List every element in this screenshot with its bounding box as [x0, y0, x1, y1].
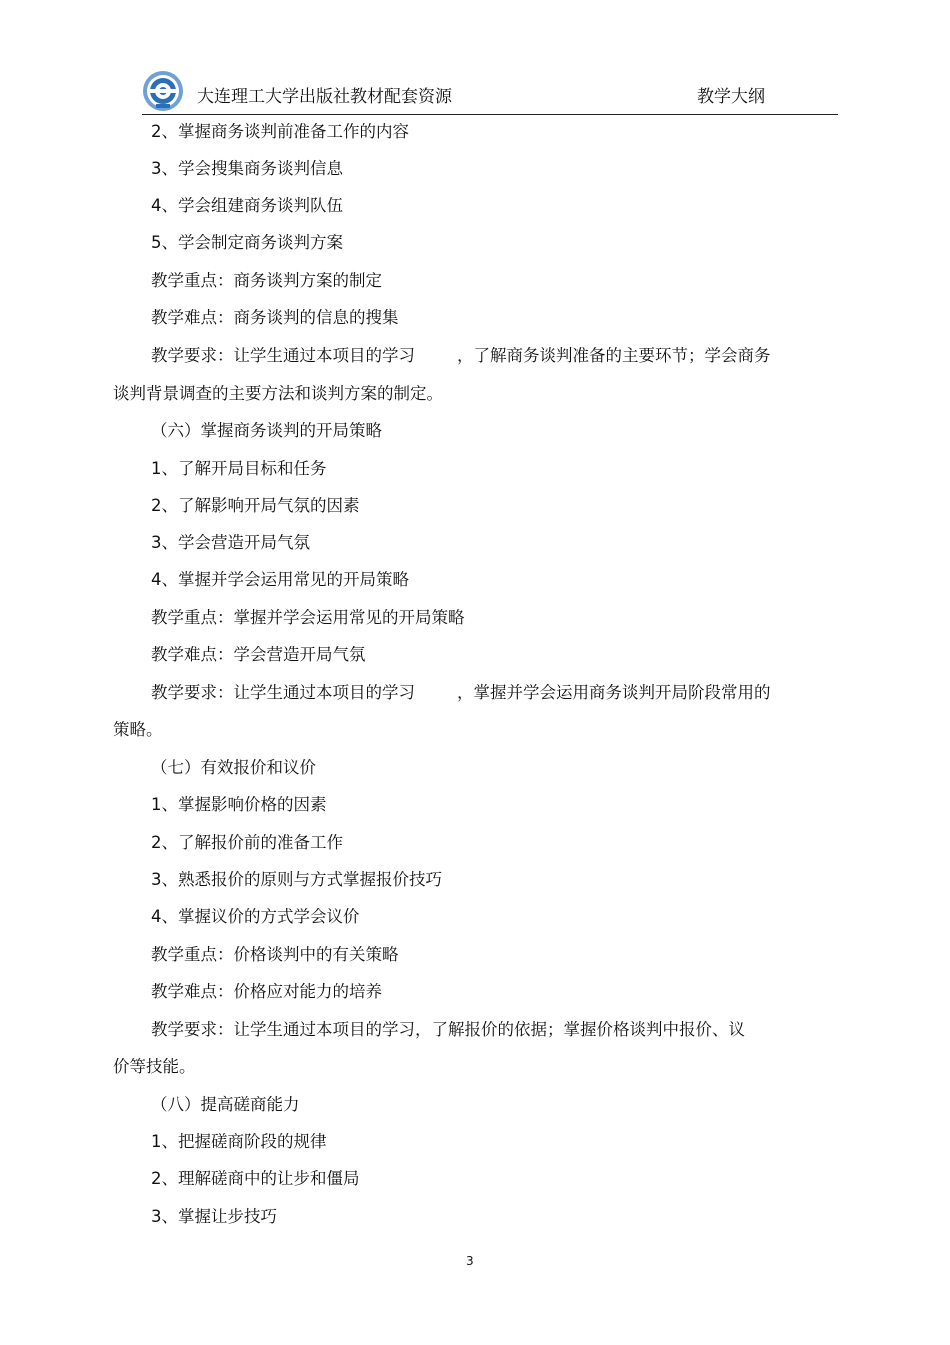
text-line: 教学重点：商务谈判方案的制定	[151, 271, 382, 290]
text-line: 3、学会搜集商务谈判信息	[151, 159, 343, 178]
text-line: 3、掌握让步技巧	[151, 1207, 277, 1226]
text-line: 5、学会制定商务谈判方案	[151, 233, 343, 252]
text-line: 3、熟悉报价的原则与方式掌握报价技巧	[151, 870, 442, 889]
text-line: 教学难点：商务谈判的信息的搜集	[151, 308, 399, 327]
text-line: 教学要求：让学生通过本项目的学习 ，了解商务谈判准备的主要环节；学会商务	[151, 346, 771, 365]
text-line: 教学难点：学会营造开局气氛	[151, 645, 366, 664]
header-right-label: 教学大纲	[697, 87, 765, 107]
text-line: 教学重点：价格谈判中的有关策略	[151, 945, 399, 964]
page-header	[142, 68, 838, 115]
text-line: 谈判背景调查的主要方法和谈判方案的制定。	[113, 384, 443, 403]
section-heading: （六）掌握商务谈判的开局策略	[151, 421, 382, 440]
text-line: 1、了解开局目标和任务	[151, 459, 327, 478]
text-line: 教学重点：掌握并学会运用常见的开局策略	[151, 608, 465, 627]
university-seal-icon	[142, 70, 184, 112]
text-line: 教学难点：价格应对能力的培养	[151, 982, 382, 1001]
header-title: 大连理工大学出版社教材配套资源	[197, 87, 452, 107]
text-line: 教学要求：让学生通过本项目的学习 ，掌握并学会运用商务谈判开局阶段常用的	[151, 683, 771, 702]
text-line: 4、学会组建商务谈判队伍	[151, 196, 343, 215]
text-line: 4、掌握并学会运用常见的开局策略	[151, 570, 409, 589]
section-heading: （八）提高磋商能力	[151, 1095, 300, 1114]
text-line: 4、掌握议价的方式学会议价	[151, 907, 360, 926]
text-line: 2、了解报价前的准备工作	[151, 833, 343, 852]
text-line: 3、学会营造开局气氛	[151, 533, 310, 552]
page-number: 3	[466, 1254, 474, 1268]
section-heading: （七）有效报价和议价	[151, 758, 316, 777]
text-line: 策略。	[113, 720, 163, 739]
text-line: 价等技能。	[113, 1057, 196, 1076]
text-line: 1、把握磋商阶段的规律	[151, 1132, 327, 1151]
text-line: 教学要求：让学生通过本项目的学习，了解报价的依据；掌握价格谈判中报价、议	[151, 1020, 745, 1039]
text-line: 2、了解影响开局气氛的因素	[151, 496, 360, 515]
text-line: 2、掌握商务谈判前准备工作的内容	[151, 122, 409, 141]
text-line: 1、掌握影响价格的因素	[151, 795, 327, 814]
text-line: 2、理解磋商中的让步和僵局	[151, 1169, 360, 1188]
